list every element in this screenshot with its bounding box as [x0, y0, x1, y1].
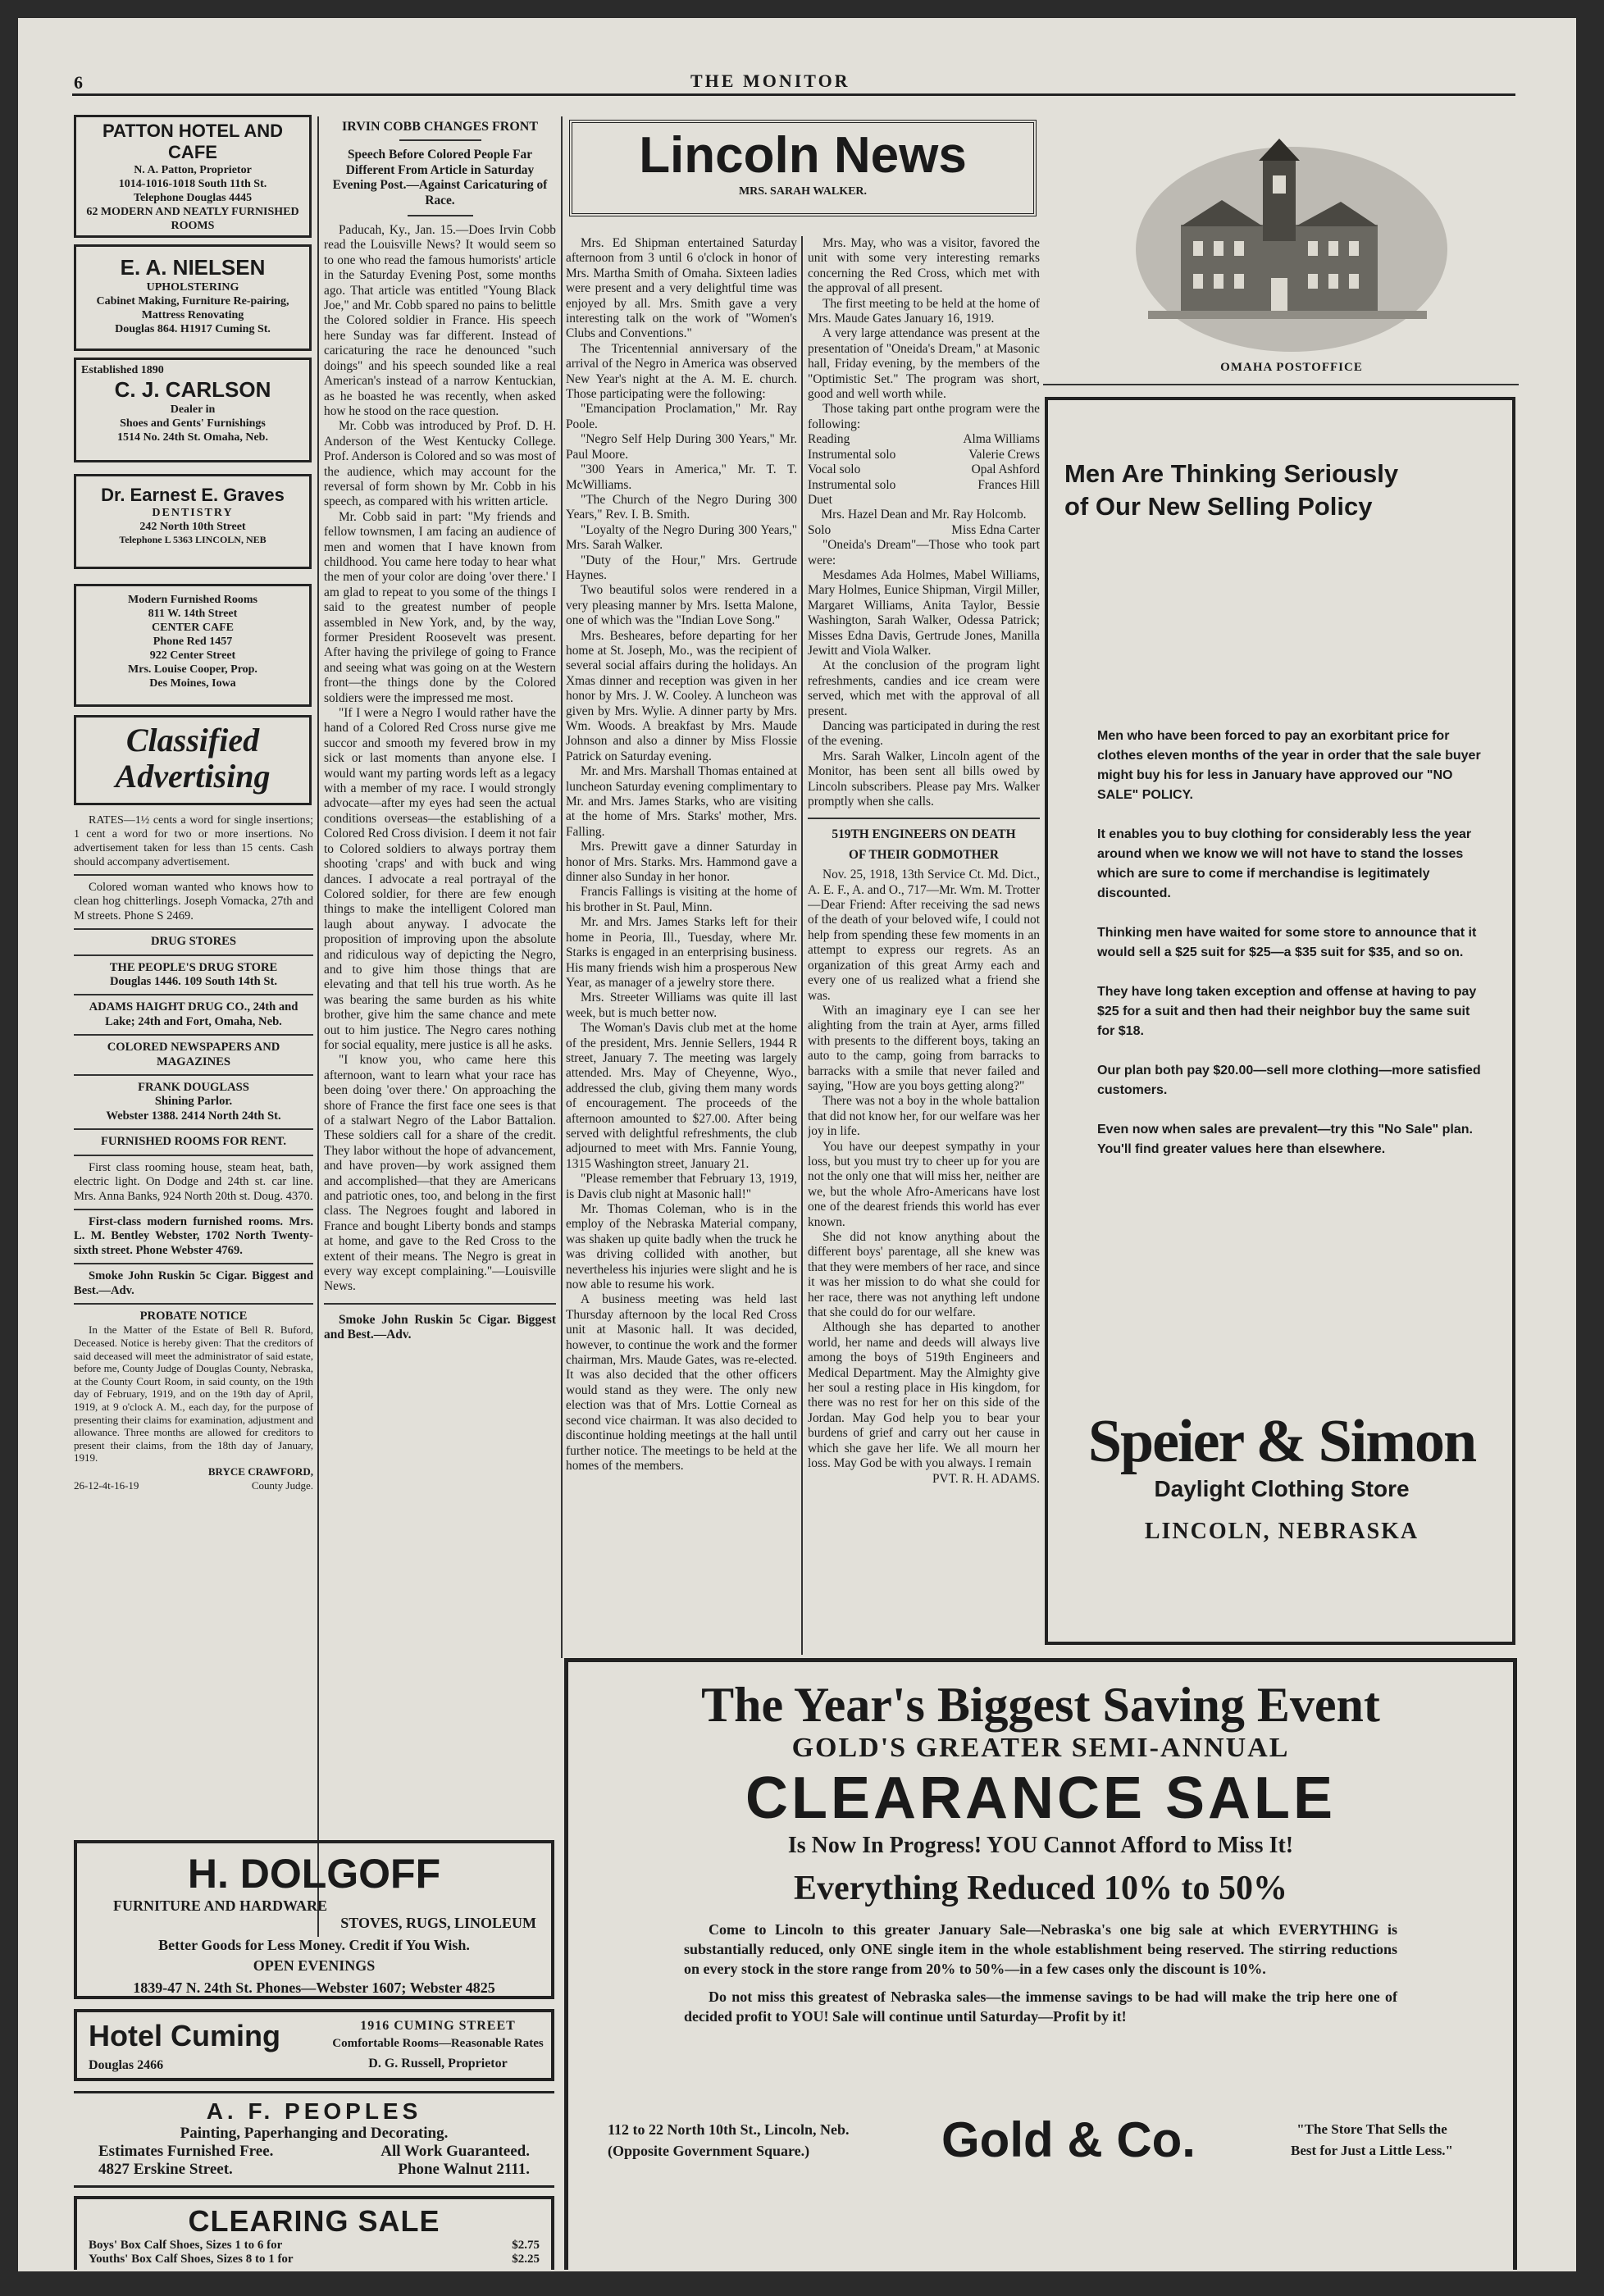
engineers-p1: Nov. 25, 1918, 13th Service Ct. Md. Dict., A. E. F., A. and O., 717—Mr. Wm. M. Trotter—Dear Friend: After receiving the sad news of the death of your beloved wife, I could not help from spending these few moments in an attempt to express our regrets. As an organization of this great Army each and every one of us realized what a friend she was.: [808, 868, 1040, 1003]
lincoln-b3: A very large attendance was present at the presentation of "Oneida's Dream," at Masonic hall, Friday evening, by the members of the "Optimistic Set." The program was short, good and well worth while.: [808, 326, 1040, 402]
dolgoff-line3: Better Goods for Less Money. Credit if You Wish.: [158, 1937, 470, 1953]
graves-title: Dr. Earnest E. Graves: [101, 485, 285, 505]
col-rule-1: [317, 116, 319, 1937]
gold-addr2: (Opposite Government Square.): [608, 2143, 810, 2159]
speier-headline: [1064, 458, 1499, 523]
adams-haight: ADAMS HAIGHT DRUG CO., 24th and Lake; 24th and Fort, Omaha, Neb.: [89, 1000, 298, 1028]
peoples-drug: THE PEOPLE'S DRUG STORE: [109, 960, 278, 974]
lincoln-b7: At the conclusion of the program light refreshments, candies and ice cream were served, which met with the approval of all present.: [808, 658, 1040, 718]
lincoln-a5: "300 Years in America," Mr. T. T. McWilliams.: [566, 462, 797, 492]
program-duet: Duet: [808, 492, 832, 507]
rooms-line2: 811 W. 14th Street: [148, 608, 238, 620]
classified-colored-woman: Colored woman wanted who knows how to clean hog chitterlings. Joseph Vomacka, 27th and M streets. Phone S 2469.: [74, 881, 313, 922]
rooms-line6: Mrs. Louise Cooper, Prop.: [128, 663, 257, 676]
probate-title: County Judge.: [251, 1479, 313, 1492]
lincoln-col-a: [566, 236, 797, 1663]
rooms-ad: [74, 584, 312, 707]
lincoln-b5: "Oneida's Dream"—Those who took part were:: [808, 538, 1040, 567]
program-row-3: [808, 478, 1040, 493]
engineers-p6: Although she has departed to another world, her name and deeds will always live among the boys of 519th Engineers and Medical Department. May the Almighty give her soul a resting place in His kingdom, for there was no rest for her on this side of the Jordan. May God help you to bear your burdens of grief and carry out her cause in which she gave her life. We all mourn her loss. May God be with you always. I remain: [808, 1320, 1040, 1471]
speier-p3: Thinking men have waited for some store to announce that it would sell a $25 suit for $25—a $35 suit for $35, and so on.: [1097, 926, 1477, 959]
patton-rooms: 62 MODERN AND NEATLY FURNISHED ROOMS: [86, 206, 299, 232]
classified-column: [74, 813, 313, 1822]
speier-p5: Our plan both pay $20.00—sell more clothing—more satisfied customers.: [1097, 1064, 1481, 1097]
speier-simon-ad: [1045, 397, 1515, 1645]
lincoln-a8: "Duty of the Hour," Mrs. Gertrude Haynes.: [566, 553, 797, 582]
probate-sig: BRYCE CRAWFORD,: [207, 1465, 313, 1478]
gold-co-ad: [564, 1658, 1517, 2270]
gold-sub3: Is Now In Progress! YOU Cannot Afford to Miss It!: [787, 1833, 1294, 1858]
frank-douglass-3: Webster 1388. 2414 North 24th St.: [106, 1109, 281, 1123]
cuming-line3: D. G. Russell, Proprietor: [368, 2057, 508, 2070]
gold-sub4: Everything Reduced 10% to 50%: [794, 1870, 1287, 1907]
masthead: THE MONITOR: [690, 71, 850, 91]
program-solo: [808, 523, 1040, 538]
speier-city: LINCOLN, NEBRASKA: [1144, 1519, 1419, 1544]
nielsen-line2: Cabinet Making, Furniture Re-pairing, Mattress Renovating: [96, 295, 289, 321]
gold-p1: Come to Lincoln to this greater January Sale—Nebraska's one big sale at which EVERYTHING is substantially reduced, only ONE single item in the whole establishment being reserved. The stirring reductions on every stock in the store range from 20% to 50%—in a few cases only the discount is 10%.: [684, 1921, 1397, 1977]
lincoln-a9: Two beautiful solos were rendered in a very pleasing manner by Mrs. Isetta Malone, one of which was the "Indian Love Song.": [566, 583, 797, 628]
peoples-ad: [74, 2091, 554, 2188]
gold-p2: Do not miss this greatest of Nebraska sales—the immense savings to be had will make the trip here one of decided profit to YOU! Sale will continue until Saturday—Profit by it!: [684, 1988, 1397, 2025]
lincoln-b1: Mrs. May, who was a visitor, favored the unit with some very interesting remarks concerning the Red Cross, which met with the approval of all present.: [808, 236, 1040, 296]
carlson-line3: 1514 No. 24th St. Omaha, Neb.: [117, 431, 268, 444]
peoples-line1: Painting, Paperhanging and Decorating.: [180, 2125, 449, 2142]
rooms-line3: CENTER CAFE: [152, 622, 234, 634]
cobb-p5: "I know you, who came here this afternoon, want to learn what your race has been doing 'over there.' On approaching the shore of France the first face one sees is that of a stalwart Negro of the Labor Battalion. These soldiers call for a share of the credit. They labor without the hope of advancement, and have proven—by work assigned them and accomplished—that they are Americans and patriotic ones, too, and belong in the first class. The Negroes fought and labored in France and bought Liberty bonds and stamps at home, and gave to the Red Cross to the extent of their means. The Negro is great in every way except complaining."—Louisville News.: [324, 1053, 556, 1294]
frank-douglass: FRANK DOUGLASS: [138, 1081, 249, 1095]
patton-phone: Telephone Douglas 4445: [133, 192, 253, 204]
lincoln-b4: Those taking part onthe program were the following:: [808, 402, 1040, 431]
nielsen-title: E. A. NIELSEN: [120, 255, 266, 280]
cuming-title: Hotel Cuming: [89, 2019, 280, 2052]
cobb-subhead: Speech Before Colored People Far Different From Article in Saturday Evening Post.—Against Caricaturing of Race.: [332, 148, 548, 207]
engineers-title2: OF THEIR GODMOTHER: [849, 847, 999, 862]
osborne-shoe-price: $2.75: [512, 2239, 540, 2252]
engineers-p5: She did not know anything about the different boys' parentage, all she knew was that they were members of her race, and since it was her mission to do what she could for her race, there was not anything left undone that she could do for our welfare.: [808, 1230, 1040, 1320]
dolgoff-ad: [74, 1840, 554, 1999]
nielsen-line3: Douglas 864. H1917 Cuming St.: [115, 323, 271, 335]
graves-line1: DENTISTRY: [152, 507, 234, 519]
classified-title2: Advertising: [115, 758, 271, 795]
col-rule-3: [801, 236, 803, 1655]
program-who: Frances Hill: [977, 477, 1040, 492]
speier-p4: They have long taken exception and offense at having to pay $25 for a suit and then had their neighbor buy the same suit for $18.: [1097, 985, 1477, 1038]
engineers-p3: There was not a boy in the whole battalion that did not know her, for our welfare was her joy in life.: [808, 1094, 1040, 1139]
first-class-modern: First-class modern furnished rooms. Mrs. L. M. Bentley Webster, 1702 North Twenty-sixth street. Phone Webster 4769.: [74, 1214, 313, 1257]
ruskin-ad-1: Smoke John Ruskin 5c Cigar. Biggest and Best.—Adv.: [74, 1269, 313, 1297]
lincoln-b6: Mesdames Ada Holmes, Mabel Williams, Mary Holmes, Eunice Shipman, Virgil Miller, Margaret Williams, Anita Taylor, Bessie Washington, Sarah Walker, Odessa Patrick; Misses Edna Davis, Gertrude Jones, Manilla Jewitt and Viola Walker.: [808, 567, 1040, 658]
gold-slogan1: "The Store That Sells the: [1296, 2121, 1447, 2137]
lincoln-a13: Francis Fallings is visiting at the home of his brother in St. Paul, Minn.: [566, 885, 797, 914]
program-who: Valerie Crews: [968, 447, 1040, 462]
dolgoff-line4: OPEN EVENINGS: [253, 1957, 376, 1974]
osborne-shoe-item: Boys' Box Calf Shoes, Sizes 1 to 6 for: [89, 2239, 283, 2252]
carlson-est: Established 1890: [81, 364, 164, 376]
probate-date: 26-12-4t-16-19: [74, 1479, 139, 1492]
lincoln-a1: Mrs. Ed Shipman entertained Saturday afternoon from 3 until 6 o'clock in honor of Mrs. Martha Smith of Omaha. Sixteen ladies were present and a very delightful time was enjoyed by all. Mrs. Smith gave a very interesting talk on the work of "Women's Clubs and Conventions.": [566, 236, 797, 341]
lincoln-a19: A business meeting was held last Thursday afternoon by the local Red Cross unit at Masonic hall. It was decided, however, to continue the work and the former chairman, Mrs. Maude Gates, was re-elected. It was also decided that the other officers would stand as they were. The only new election was that of Mrs. Lottie Corneal as second vice chairman. It was also decided to discontinue holding meetings at the hall until further notice. The meetings to be held at the homes of the members.: [566, 1292, 797, 1473]
peoples-left2: Estimates Furnished Free.: [98, 2143, 274, 2160]
header-rule: [72, 93, 1515, 96]
dolgoff-title: H. DOLGOFF: [187, 1851, 441, 1897]
lincoln-a6: "The Church of the Negro During 300 Years," Rev. I. B. Smith.: [566, 492, 797, 522]
lincoln-b8: Dancing was participated in during the rest of the evening.: [808, 719, 1040, 749]
gold-slogan2: Best for Just a Little Less.": [1291, 2143, 1453, 2158]
lincoln-a10: Mrs. Besheares, before departing for her home at St. Joseph, Mo., was the recipient of several social affairs during the holidays. An Xmas dinner and reception was given in her honor by Mrs. J. W. Cooley. A luncheon was given by Mrs. Wylie. A dinner party by Mrs. Wm. Woods. A breakfast by Mrs. Maude Johnson and also a dinner by Miss Flossie Patrick on Saturday evening.: [566, 628, 797, 763]
lincoln-a11: Mr. and Mrs. Marshall Thomas entained at luncheon Saturday evening complimentary to Mr. and Mrs. James Starks, who are visiting at the home of Mrs. Starks' mother, Mrs. Falling.: [566, 764, 797, 839]
frank-douglass-2: Shining Parlor.: [154, 1095, 233, 1109]
probate-heading: PROBATE NOTICE: [139, 1309, 248, 1323]
peoples-left3: 4827 Erskine Street.: [98, 2161, 233, 2178]
speier-p1: Men who have been forced to pay an exorbitant price for clothes eleven months of the year in order that the sale buyer might buy his for less in January have approved our "NO SALE" POLICY.: [1097, 729, 1481, 802]
cobb-p3: Mr. Cobb said in part: "My friends and fellow townsmen, I am facing an audience of men and women that I have known from childhood. You came here today to hear what the men of your color are doing 'over there.' I am glad to repeat to you some of the things I said to the greatest number of people assembled in New York, and, by the way, former President Roosevelt was present. After having the privilege of going to France and seeing what was going on at the Western front—the things done by the Colored soldiers were the impressed me most.: [324, 509, 556, 705]
lincoln-a2: The Tricentennial anniversary of the arrival of the Negro in America was observed New Year's night at the A. M. E. church. Those participating were the following:: [566, 341, 797, 402]
cobb-p4: "If I were a Negro I would rather have the hand of a Colored Red Cross nurse give me succor and smooth my fevered brow in my sick or last moments than anyone else. I would want my parting words left as a legacy with a member of my race. I would strongly advocate—after my eyes had seen the actual conditions overseas—the establishing of a Colored Red Cross division. I deem it not fair to Colored soldiers to always portray them shooting 'craps' and with buck and wing dances. I advocate a real portrayal of the Colored soldier, for there are few enough things to make the intelligent Colored man laugh about anyway. I advocate the proposition of improving upon the absolute and ridiculous way of depicting the Negro, and to give him those things that are elevating and that tell his true worth. As he was bearing the same burden as his white brother, give him the same chance and mete out to him justice. The Negro cares nothing for social equality, mere justice is all he asks.: [324, 706, 556, 1052]
nielsen-line1: UPHOLSTERING: [146, 281, 239, 294]
probate-notice: In the Matter of the Estate of Bell R. Buford, Deceased. Notice is hereby given: That the creditors of said deceased will meet the administrator of said estate, before me, County Judge of Douglas County, Nebraska, at the County Court Room, in said county, on the 19th day of February, 1919, and on the 19th day of April, 1919, at 9 o'clock A. M., each day, for the purpose of presenting their claims for examination, adjustment and allowance. Three months are allowed for creditors to present their claims, from the 18th day of January, 1919.: [74, 1323, 313, 1465]
lincoln-a14: Mr. and Mrs. James Starks left for their home in Peoria, Ill., Tuesday, where Mr. Starks is engaged in an enterprising business. His many friends wish him a prosperous New Year, as manager of a jewelry store there.: [566, 915, 797, 990]
patton-address: 1014-1016-1018 South 11th St.: [118, 178, 267, 190]
gold-addr1: 112 to 22 North 10th St., Lincoln, Neb.: [608, 2121, 850, 2138]
graves-line2: 242 North 10th Street: [139, 521, 246, 533]
patton-title: PATTON HOTEL AND CAFE: [103, 121, 283, 162]
lincoln-a12: Mrs. Prewitt gave a dinner Saturday in honor of Mrs. Starks. Mrs. Hammond gave a dinner also Sunday in her honor.: [566, 840, 797, 885]
drug-stores-heading: DRUG STORES: [151, 935, 236, 949]
speier-headline1: Men Are Thinking Seriously: [1064, 459, 1399, 488]
dolgoff-line2: STOVES, RUGS, LINOLEUM: [340, 1915, 536, 1931]
rooms-line5: 922 Center Street: [149, 649, 236, 662]
gold-sub2: CLEARANCE SALE: [745, 1765, 1337, 1831]
cobb-p2: Mr. Cobb was introduced by Prof. D. H. Anderson of the West Kentucky College. Prof. Anderson is Colored and so was most of the audience, which may account for the reversal of form shown by Mr. Cobb in his speech, as compared with his written article.: [324, 419, 556, 509]
page-number: 6: [74, 72, 83, 93]
peoples-right2: All Work Guaranteed.: [380, 2143, 530, 2160]
program-item: Vocal solo: [808, 462, 861, 477]
speier-logo-sub: Daylight Clothing Store: [1154, 1476, 1410, 1501]
osborne-ad: [74, 2196, 554, 2270]
cuming-phone: Douglas 2466: [89, 2058, 164, 2072]
lincoln-a7: "Loyalty of the Negro During 300 Years," Mrs. Sarah Walker.: [566, 522, 797, 553]
rooms-line4: Phone Red 1457: [153, 636, 233, 648]
newspaper-page: [18, 18, 1576, 2271]
rooms-line1: Modern Furnished Rooms: [128, 594, 257, 606]
postoffice-rule: [1043, 384, 1519, 385]
osborne-title: CLEARING SALE: [188, 2204, 440, 2238]
lincoln-title: Lincoln News: [639, 127, 967, 184]
engineers-title1: 519TH ENGINEERS ON DEATH: [832, 827, 1016, 842]
lincoln-b9: Mrs. Sarah Walker, Lincoln agent of the Monitor, has been sent all bills owed by Lincoln subscribers. Please pay Mrs. Walker promptly when she calls.: [808, 749, 1040, 809]
peoples-drug-addr: Douglas 1446. 109 South 14th St.: [110, 975, 277, 989]
gold-sub1: GOLD'S GREATER SEMI-ANNUAL: [791, 1733, 1290, 1763]
peoples-right3: Phone Walnut 2111.: [398, 2161, 530, 2178]
program-row-2: [808, 462, 1040, 477]
classified-rates: RATES—1½ cents a word for single insertions; 1 cent a word for two or more insertions. No advertisement taken for less than 15 cents. Cash should accompany advertisement.: [74, 814, 313, 868]
lincoln-byline: MRS. SARAH WALKER.: [738, 185, 868, 198]
engineers-p4: You have our deepest sympathy in your loss, but you must try to cheer up for you are not the only one that will miss her, neither are we, but the whole Afro-Americans have lost one of the dearest friends this world has ever known.: [808, 1139, 1040, 1229]
osborne-shoe-price: $2.25: [512, 2253, 540, 2266]
program-who: Alma Williams: [963, 432, 1040, 447]
lincoln-col-b: [808, 236, 1040, 1655]
first-class-rooming: First class rooming house, steam heat, bath, electric light. On Dodge and 24th st. car line. Mrs. Anna Banks, 924 North 20th st. Doug. 4370.: [74, 1160, 313, 1203]
engineers-signature: PVT. R. H. ADAMS.: [932, 1471, 1040, 1486]
graves-ad: [74, 474, 312, 569]
speier-logo: Speier & Simon: [1087, 1409, 1476, 1474]
patton-proprietor: N. A. Patton, Proprietor: [134, 164, 252, 176]
program-who: Miss Edna Carter: [951, 522, 1040, 537]
carlson-ad: [74, 358, 312, 462]
dolgoff-line5: 1839-47 N. 24th St. Phones—Webster 1607; Webster 4825: [133, 1979, 495, 1996]
postoffice-building-icon: [1132, 134, 1451, 356]
furnished-rooms-heading: FURNISHED ROOMS FOR RENT.: [101, 1135, 286, 1149]
lincoln-a18: Mr. Thomas Coleman, who is in the employ of the Nebraska Material company, was shaken up quite badly when the truck he was driving collided with another, but nevertheless his injuries were slight and he is now able to resume his work.: [566, 1202, 797, 1292]
cuming-line1: 1916 CUMING STREET: [360, 2019, 516, 2033]
lincoln-news-banner: [569, 120, 1037, 216]
carlson-line1: Dealer in: [170, 403, 216, 416]
lincoln-a3: "Emancipation Proclamation," Mr. Ray Poole.: [566, 402, 797, 431]
program-duet-who: Mrs. Hazel Dean and Mr. Ray Holcomb.: [821, 508, 1027, 522]
dolgoff-line1: FURNITURE AND HARDWARE: [113, 1897, 328, 1914]
carlson-line2: Shoes and Gents' Furnishings: [120, 417, 266, 430]
program-who: Opal Ashford: [971, 462, 1040, 477]
cobb-p1: Paducah, Ky., Jan. 15.—Does Irvin Cobb read the Louisville News? It would seem so to one who read the famous humorists' article in the Saturday Evening Post, some months ago. That article was entitled "Young Black Joe," and Mr. Cobb spared no pains to belittle the Colored soldier in France. His speech here Sunday was far different. Instead of caricaturing the race he denounced "such doings" and his speech sounded like a real American's instead of a narrow Kentuckian, as he boasted he was recently, when asked how he stood on the race question.: [324, 223, 556, 418]
nielsen-ad: [74, 244, 312, 351]
classified-banner: [74, 715, 312, 805]
program-row-1: [808, 448, 1040, 462]
program-item: Reading: [808, 432, 850, 447]
lincoln-a4: "Negro Self Help During 300 Years," Mr. Paul Moore.: [566, 432, 797, 462]
cobb-article: [324, 116, 556, 1937]
lincoln-a15: Mrs. Streeter Williams was quite ill last week, but is much better now.: [566, 991, 797, 1020]
colored-papers: COLORED NEWSPAPERS AND MAGAZINES: [107, 1041, 280, 1068]
program-item: Solo: [808, 522, 832, 537]
peoples-title: A. F. PEOPLES: [206, 2098, 422, 2124]
col-rule-2: [561, 116, 563, 1658]
program-item: Instrumental solo: [808, 447, 896, 462]
speier-body: [1097, 727, 1483, 1179]
rooms-line7: Des Moines, Iowa: [149, 677, 236, 690]
program-item: Instrumental solo: [808, 477, 896, 492]
lincoln-a17: "Please remember that February 13, 1919, is Davis club night at Masonic hall!": [566, 1172, 797, 1201]
gold-name: Gold & Co.: [941, 2112, 1196, 2167]
speier-p6: Even now when sales are prevalent—try this "No Sale" plan. You'll find greater values here than elsewhere.: [1097, 1123, 1473, 1156]
patton-hotel-ad: [74, 115, 312, 238]
gold-headline: The Year's Biggest Saving Event: [701, 1678, 1380, 1732]
speier-headline2: of Our New Selling Policy: [1064, 492, 1373, 521]
cobb-title: IRVIN COBB CHANGES FRONT: [341, 120, 539, 134]
lincoln-a16: The Woman's Davis club met at the home of the president, Mrs. Jennie Sellers, 1944 R street, January 7. The meeting was largely attended. Mrs. May of Cheyenne, Wyo., addressed the club, giving them many words of encouragement. The proceeds of the afternoon amounted to $27.00. After being served with delightful refreshments, the club adjourned to meet with Mrs. Fannie Young, 1315 Washington street, January 21.: [566, 1021, 797, 1171]
hotel-cuming-ad: [74, 2009, 554, 2081]
speier-p2: It enables you to buy clothing for considerably less the year around when we know we will not have to stand the losses which are sure to come if merchandise is legitimately discounted.: [1097, 827, 1472, 900]
program-row-0: [808, 432, 1040, 447]
cuming-line2: Comfortable Rooms—Reasonable Rates: [332, 2037, 544, 2050]
carlson-title: C. J. CARLSON: [114, 377, 271, 402]
engineers-p2: With an imaginary eye I can see her alighting from the train at Ayer, arms filled with presents to the different boys, taking an auto to the camp, going from barracks to barracks with a smile that never failed and saying, "How are you boys getting along?": [808, 1003, 1040, 1093]
graves-line3: Telephone L 5363 LINCOLN, NEB: [119, 534, 267, 545]
postoffice-illustration: [1132, 134, 1451, 356]
ruskin-ad-2: Smoke John Ruskin 5c Cigar. Biggest and Best.—Adv.: [324, 1312, 556, 1342]
lincoln-b2: The first meeting to be held at the home of Mrs. Maude Gates January 16, 1919.: [808, 296, 1040, 326]
classified-title1: Classified: [125, 722, 260, 758]
postoffice-caption: OMAHA POSTOFFICE: [1220, 361, 1363, 374]
osborne-shoe-item: Youths' Box Calf Shoes, Sizes 8 to 1 for: [89, 2253, 294, 2266]
